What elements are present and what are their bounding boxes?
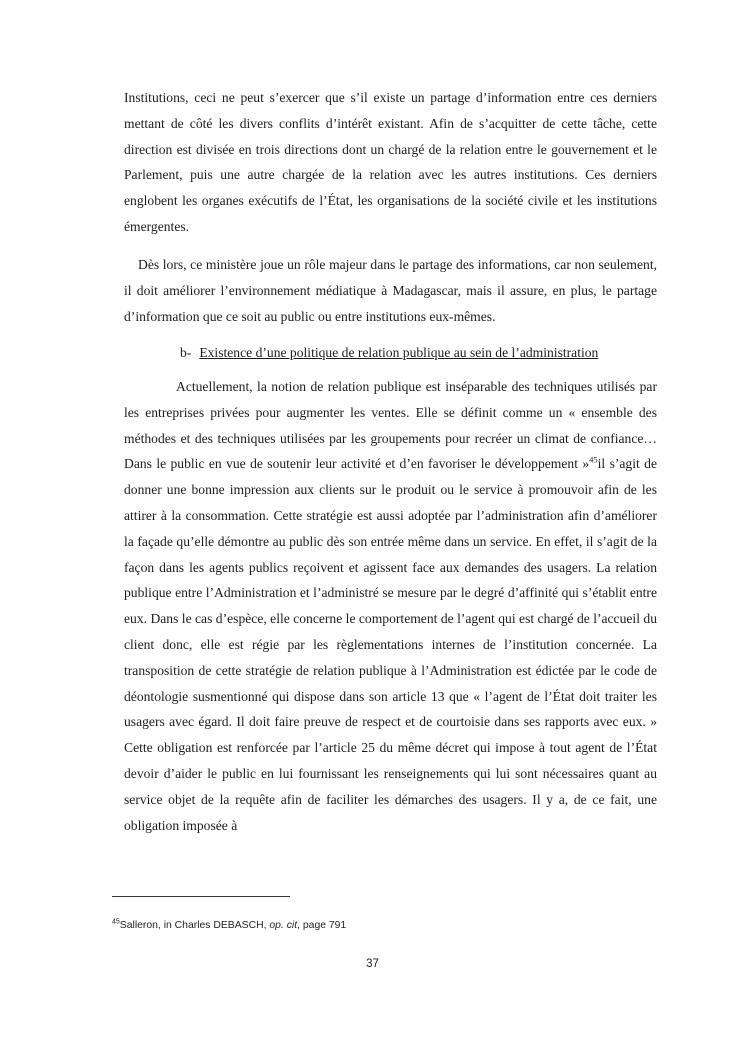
page-number: 37	[366, 958, 379, 970]
paragraph-2-text: Dès lors, ce ministère joue un rôle majeur dans le partage des informations, car non seulement, il doit améliorer l’environnement médiatique à Madagascar, mais il assure, en plus, le partage d’information que ce soit au public ou entre institutions eux-mêmes.	[124, 257, 657, 324]
paragraph-3-part-1: Actuellement, la notion de relation publique est inséparable des techniques utilisés par les entreprises privées pour augmenter les ventes. Elle se définit comme un « ensemble des méthodes et des techniques utilisées par les groupements pour recréer un climat de confiance… Dans le public en vue de soutenir leur activité et d’en favoriser le développement »	[124, 379, 657, 472]
footnote-number: 45	[112, 918, 120, 926]
section-number: b-	[180, 345, 192, 360]
paragraph-2	[124, 252, 657, 329]
section-heading	[180, 340, 660, 366]
paragraph-1-text: Institutions, ceci ne peut s’exercer que s’il existe un partage d’information entre ces derniers mettant de côté les divers conflits d’intérêt existant. Afin de s’acquitter de cette tâche, cette direction est divisée en trois directions dont un chargé de la relation entre le gouvernement et le Parlement, puis une autre chargée de la relation avec les autres institutions. Ces derniers englobent les organes exécutifs de l’État, les organisations de la société civile et les institutions émergentes.	[124, 90, 657, 234]
footnote-text-before: Salleron, in Charles DEBASCH,	[119, 920, 270, 931]
section-title: Existence d’une politique de relation publique au sein de l’administration	[199, 345, 599, 360]
footnote-reference[interactable]: 45	[589, 454, 598, 465]
paragraph-3	[124, 374, 657, 838]
paragraph-1	[124, 85, 657, 240]
footnote-text-after: , page 791	[297, 920, 347, 931]
footnote	[112, 920, 652, 931]
footnote-italic: op. cit	[269, 920, 298, 931]
paragraph-3-part-2: il s’agit de donner une bonne impression aux clients sur le produit ou le service à promouvoir afin de les attirer à la consommation. Cette stratégie est aussi adoptée par l’administration afin d’améliorer la façade qu’elle démontre au public dès son entrée même dans un service. En effet, il s’agit de la façon dans les agents publics reçoivent et agissent face aux demandes des usagers. La relation publique entre l’Administration et l’administré se mesure par le degré d’affinité qui s’établit entre eux. Dans le cas d’espèce, elle concerne le comportement de l’agent qui est chargé de l’accueil du client donc, elle est régie par les règlementations internes de l’institution concernée. La transposition de cette stratégie de relation publique à l’Administration est édictée par le code de déontologie susmentionné qui dispose dans son article 13 que « l’agent de l’État doit traiter les usagers avec égard. Il doit faire preuve de respect et de courtoisie dans ses rapports avec eux. » Cette obligation est renforcée par l’article 25 du même décret qui impose à tout agent de l’État devoir d’aider le public en lui fournissant les renseignements qui lui sont nécessaires quant au service objet de la requête afin de faciliter les démarches des usagers. Il y a, de ce fait, une obligation imposée à	[124, 456, 657, 833]
paragraph-3-text	[124, 374, 657, 838]
footnote-divider	[112, 896, 290, 897]
